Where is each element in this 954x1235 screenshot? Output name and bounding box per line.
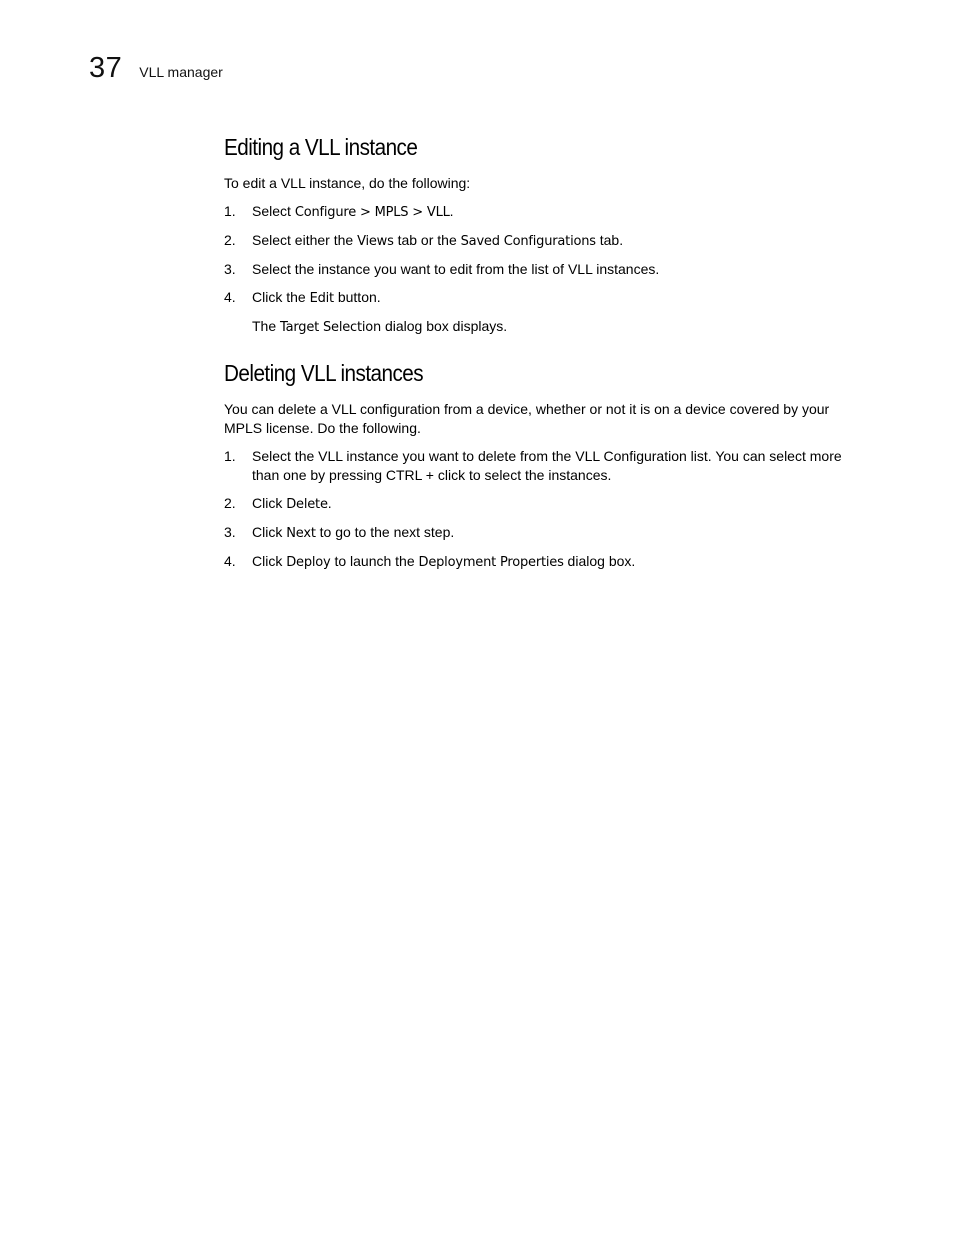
section-editing [224,133,884,337]
section-heading: Deleting VLL instances [224,360,424,386]
chapter-number: 37 [89,52,123,84]
section-heading: Editing a VLL instance [224,134,418,160]
step-note: The Target Selection dialog box displays. [252,318,508,335]
ui-term-target-selection: Target Selection [280,320,382,335]
list-item: 4. Click the Edit button. [224,289,381,306]
list-item: 3. Select the instance you want to edit from the list of VLL instances. [224,261,660,277]
section-intro: You can delete a VLL configuration from a device, whether or not it is on a device covered by your MPLS license. Do the following. [224,401,830,436]
list-item: 1. Select the VLL instance you want to delete from the VLL Configuration list. You can select more than one by pressing CTRL + click to select the instances. [224,448,842,483]
page-header [89,52,223,85]
section-intro: To edit a VLL instance, do the following: [224,175,471,191]
list-item: 4. Click Deploy to launch the Deployment Properties dialog box. [224,553,636,570]
list-item: 2. Click Delete. [224,495,332,512]
list-item: 2. Select either the Views tab or the Saved Configurations tab. [224,232,624,249]
list-item: 3. Click Next to go to the next step. [224,524,455,541]
steps-list [224,202,884,308]
ui-term-views: Views [357,234,394,249]
ui-term-deployment-properties: Deployment Properties [418,555,564,570]
ui-term-delete: Delete [286,497,328,512]
ui-term-deploy: Deploy [286,555,331,570]
steps-list [224,447,884,572]
list-item: 1. Select Configure > MPLS > VLL. [224,203,454,220]
chapter-title: VLL manager [139,64,223,80]
ui-term-next: Next [286,526,316,541]
section-deleting [224,359,884,572]
ui-term-edit: Edit [309,291,334,306]
ui-term-saved-configurations: Saved Configurations [460,234,596,249]
menu-path: Configure > MPLS > VLL [294,205,450,220]
